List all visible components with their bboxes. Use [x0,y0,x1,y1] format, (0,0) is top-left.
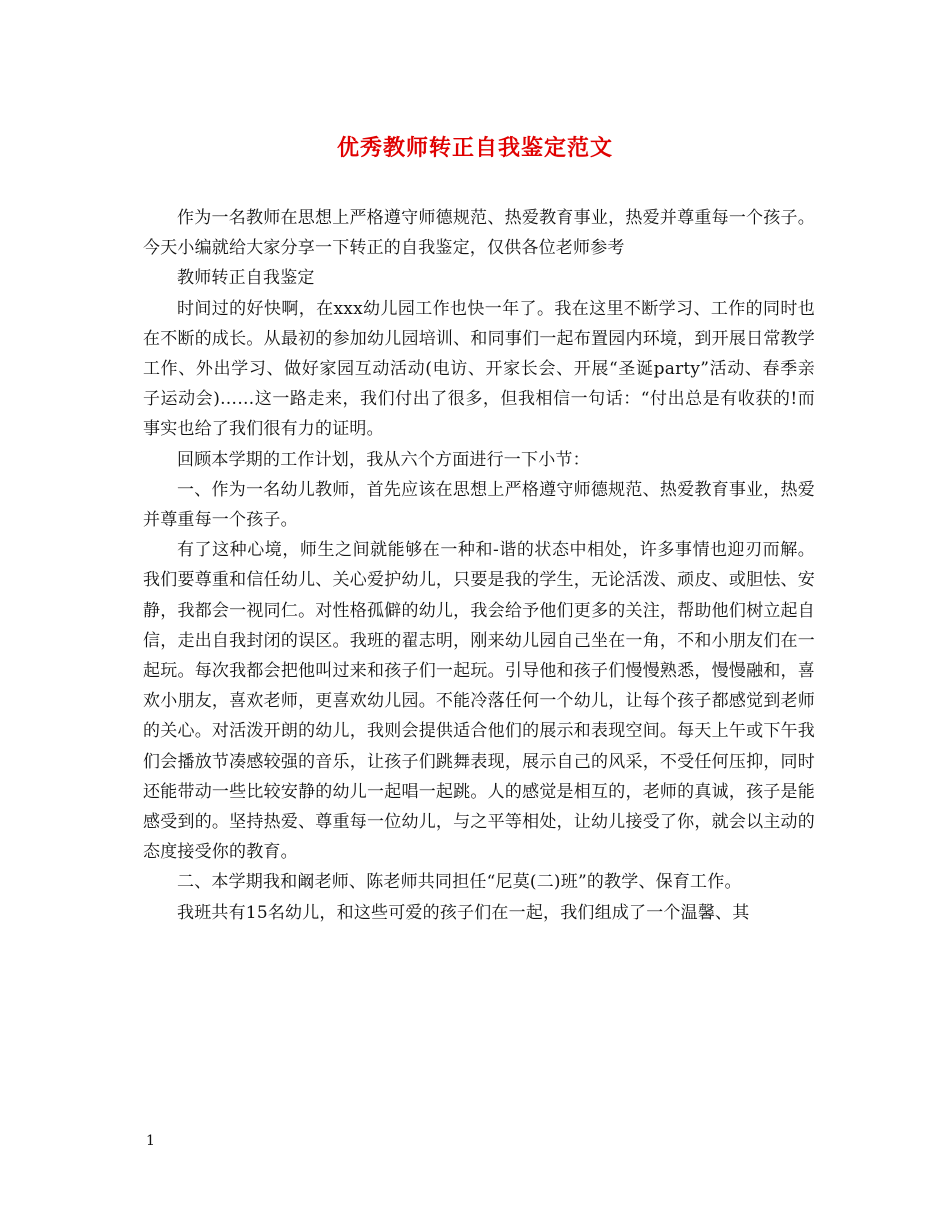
section-heading: 教师转正自我鉴定 [177,268,315,289]
page-number: 1 [146,1133,155,1149]
document-body [143,203,815,928]
body-paragraph: 一、作为一名幼儿教师，首先应该在思想上严格遵守师德规范、热爱教育事业，热爱并尊重每一个孩子。 [143,479,815,531]
body-paragraph: 二、本学期我和阚老师、陈老师共同担任“尼莫(二)班”的教学、保育工作。 [177,872,742,893]
document-title: 优秀教师转正自我鉴定范文 [336,135,613,161]
body-paragraph: 时间过的好快啊，在xxx幼儿园工作也快一年了。我在这里不断学习、工作的同时也在不断的成长。从最初的参加幼儿园培训、和同事们一起布置园内环境，到开展日常教学工作、外出学习、做好家园互动活动(电访、开家长会、开展“圣诞party”活动、春季亲子运动会)……这一路走来，我们付出了很多，但我相信一句话：“付出总是有收获的!而事实也给了我们很有力的证明。 [143,298,815,440]
body-paragraph: 有了这种心境，师生之间就能够在一种和-谐的状态中相处，许多事情也迎刃而解。我们要尊重和信任幼儿、关心爱护幼儿，只要是我的学生，无论活泼、顽皮、或胆怯、安静，我都会一视同仁。对性格孤僻的幼儿，我会给予他们更多的关注，帮助他们树立起自信，走出自我封闭的误区。我班的翟志明，刚来幼儿园自己坐在一角，不和小朋友们在一起玩。每次我都会把他叫过来和孩子们一起玩。引导他和孩子们慢慢熟悉，慢慢融和，喜欢小朋友，喜欢老师，更喜欢幼儿园。不能冷落任何一个幼儿，让每个孩子都感觉到老师的关心。对活泼开朗的幼儿，我则会提供适合他们的展示和表现空间。每天上午或下午我们会播放节凑感较强的音乐，让孩子们跳舞表现，展示自己的风采，不受任何压抑，同时还能带动一些比较安静的幼儿一起唱一起跳。人的感觉是相互的，老师的真诚，孩子是能感受到的。坚持热爱、尊重每一位幼儿，与之平等相处，让幼儿接受了你，就会以主动的态度接受你的教育。 [143,540,815,863]
body-paragraph: 我班共有15名幼儿，和这些可爱的孩子们在一起，我们组成了一个温馨、其 [177,902,750,923]
body-paragraph: 回顾本学期的工作计划，我从六个方面进行一下小节： [177,449,590,470]
intro-paragraph: 作为一名教师在思想上严格遵守师德规范、热爱教育事业，热爱并尊重每一个孩子。今天小编就给大家分享一下转正的自我鉴定，仅供各位老师参考 [143,208,815,259]
